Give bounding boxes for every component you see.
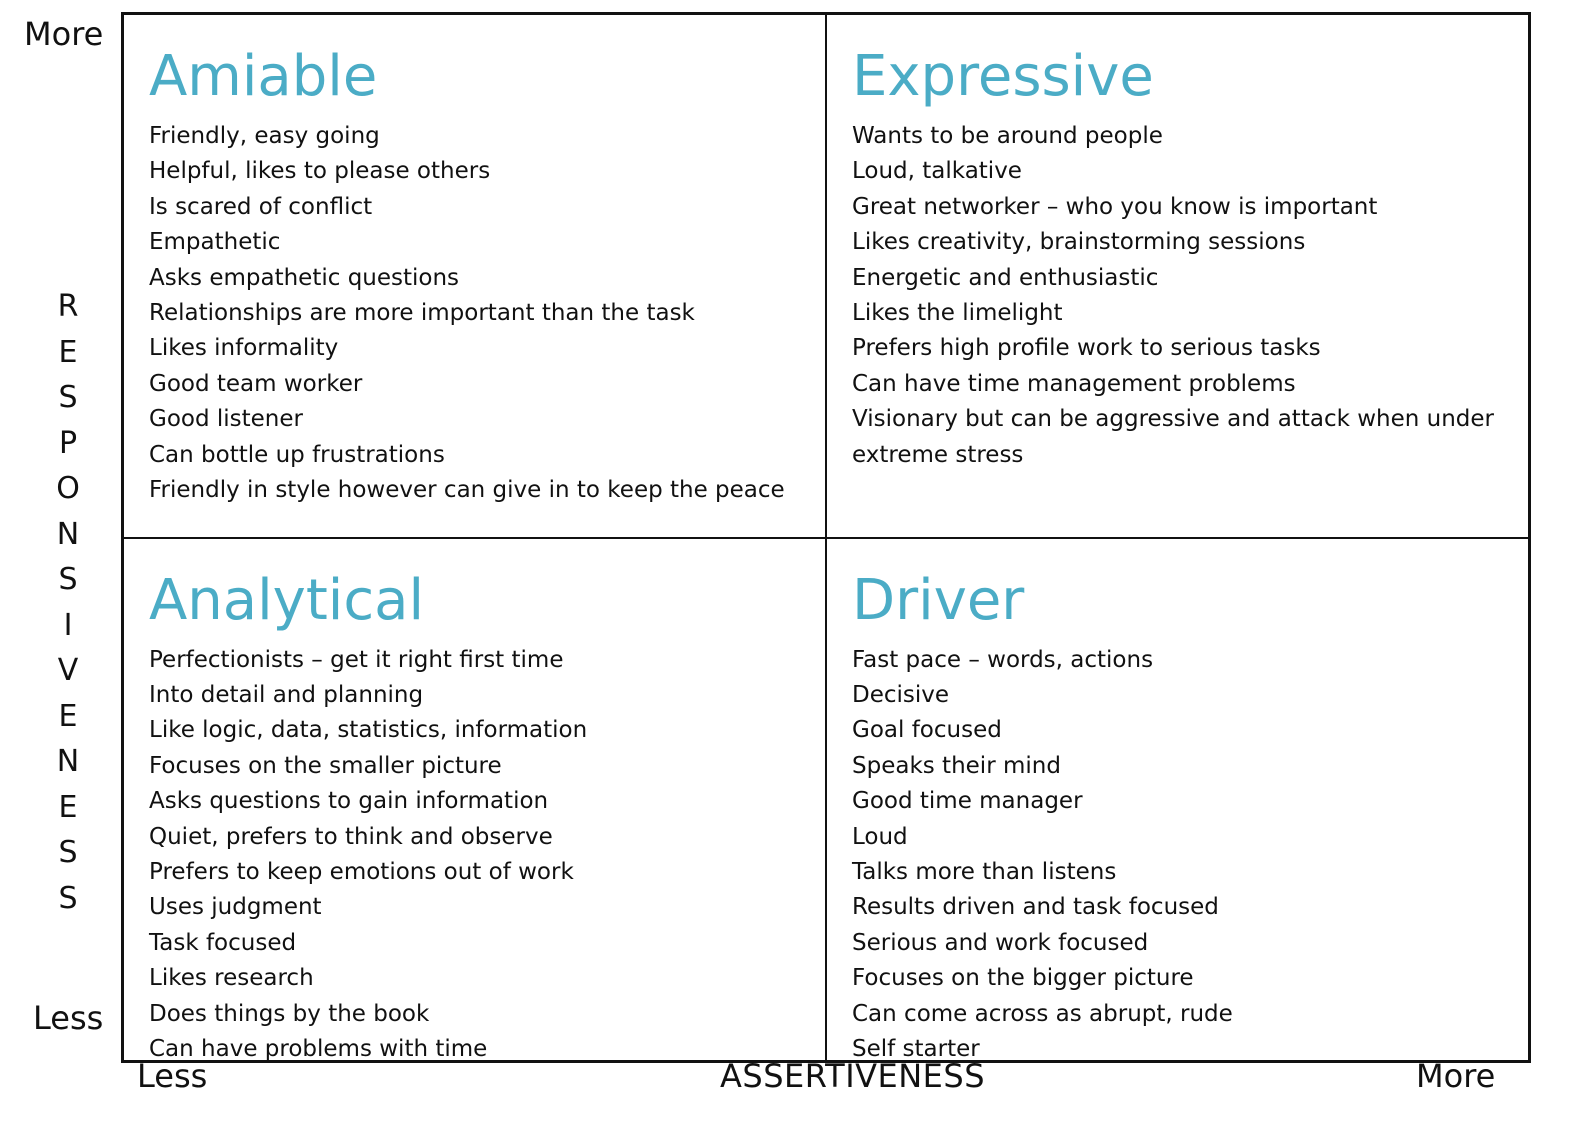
trait-item: Can come across as abrupt, rude [852,1000,1233,1027]
trait-item: Perfectionists – get it right first time [149,646,564,673]
y-axis-title-letter: P [58,425,78,461]
trait-item: Goal focused [852,717,1002,744]
trait-item: Prefers to keep emotions out of work [149,858,574,885]
trait-item: Likes informality [149,335,339,362]
x-axis-more-label: More [1416,1057,1496,1095]
trait-item: Helpful, likes to please others [149,158,491,185]
y-axis-more-label: More [24,15,104,53]
trait-item: Good listener [149,406,303,433]
trait-item: Uses judgment [149,894,322,921]
trait-item: Serious and work focused [852,929,1149,956]
quadrant-driver [826,538,1528,1061]
trait-item: Into detail and planning [149,681,424,708]
trait-item: Good team worker [149,370,363,397]
trait-item: Friendly, easy going [149,123,380,149]
trait-item: Likes research [149,965,314,992]
quadrant-title-driver: Driver [852,567,1025,633]
trait-item: Can bottle up frustrations [149,441,445,468]
quadrant-analytical [124,538,826,1061]
y-axis-title-letter: I [63,607,73,643]
trait-item: Quiet, prefers to think and observe [149,823,553,850]
y-axis-title-letter: N [56,516,80,552]
trait-item: Asks questions to gain information [149,788,549,815]
trait-list-amiable [149,119,815,508]
trait-item: Is scared of conflict [149,193,373,220]
y-axis-title-letter: V [57,653,79,688]
x-axis-title: ASSERTIVENESS [720,1057,986,1095]
trait-item: Talks more than listens [852,858,1117,885]
trait-item: Self starter [852,1035,980,1060]
trait-item: Loud [852,823,908,850]
trait-item: Energetic and enthusiastic [852,264,1159,291]
trait-item: Like logic, data, statistics, information [149,717,588,744]
y-axis-title-letter: S [58,880,78,916]
trait-item: Task focused [149,929,297,956]
trait-item: Asks empathetic questions [149,264,460,291]
y-axis-title-letter: E [58,789,78,825]
quadrant-amiable [124,15,826,538]
trait-item: Focuses on the smaller picture [149,752,502,779]
y-axis-title-letter: E [58,698,78,734]
trait-item: Speaks their mind [852,752,1061,779]
trait-item: Visionary but can be aggressive and attack when under extreme stress [852,406,1495,468]
y-axis-title-letter: N [56,744,80,779]
trait-item: Does things by the book [149,1000,430,1027]
trait-item: Good time manager [852,788,1083,815]
y-axis-title-letter: R [57,289,79,324]
trait-item: Results driven and task focused [852,894,1219,921]
trait-item: Likes creativity, brainstorming sessions [852,229,1306,256]
trait-list-driver [852,643,1518,1061]
y-axis-title-letter: S [58,380,78,415]
quadrant-title-analytical: Analytical [149,567,424,633]
trait-item: Empathetic [149,229,281,256]
y-axis-title [48,284,88,921]
y-axis-title-letter: S [58,835,78,870]
x-axis-less-label: Less [137,1057,208,1095]
social-styles-grid [121,12,1531,1063]
trait-item: Likes the limelight [852,300,1063,327]
trait-list-analytical [149,643,815,1061]
y-axis-less-label: Less [33,999,104,1037]
trait-item: Prefers high profile work to serious tasks [852,335,1321,362]
trait-item: Friendly in style however can give in to keep the peace [149,477,785,504]
quadrant-title-amiable: Amiable [149,44,378,109]
trait-item: Can have problems with time [149,1035,488,1060]
trait-item: Fast pace – words, actions [852,646,1154,673]
y-axis-title-letter: E [58,334,78,370]
trait-item: Loud, talkative [852,158,1022,185]
trait-item: Can have time management problems [852,370,1296,397]
trait-item: Focuses on the bigger picture [852,965,1194,992]
quadrant-expressive [826,15,1528,538]
trait-list-expressive [852,119,1518,473]
quadrant-title-expressive: Expressive [852,44,1154,109]
y-axis-title-letter: O [56,471,80,506]
y-axis-title-letter: S [58,562,78,597]
trait-item: Great networker – who you know is important [852,193,1378,220]
trait-item: Wants to be around people [852,123,1163,149]
trait-item: Relationships are more important than the task [149,300,695,327]
trait-item: Decisive [852,681,950,708]
